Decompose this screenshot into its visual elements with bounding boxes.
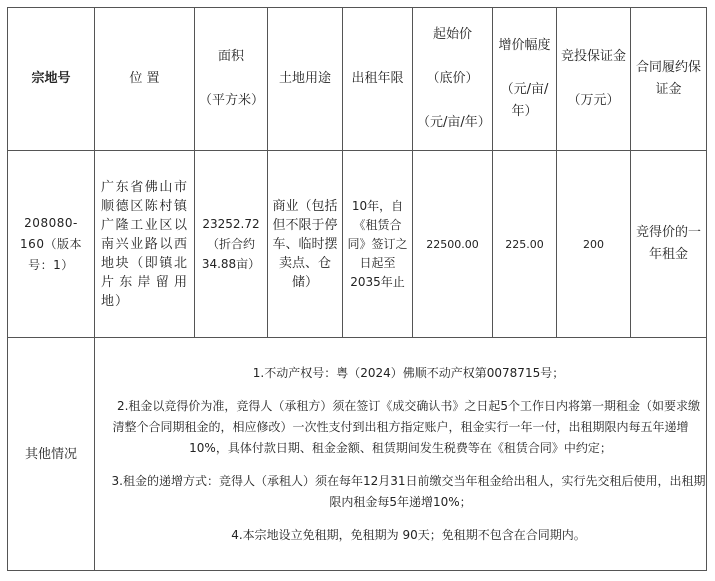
lot-no-value: 208080-160（版本号：1） [20, 215, 82, 272]
note-item: 3.租金的递增方式：竞得人（承租人）须在每年12月31日前缴交当年租金给出租人，实行先交租后使用，出租期限内租金每5年递增10%； [111, 473, 706, 509]
header-start-price-text: 起始价 （底价） （元/亩/年） [417, 27, 491, 130]
header-start-price [413, 8, 493, 151]
note-item: 4.本宗地设立免租期，免租期为 90天；免租期不包含在合同期内。 [231, 527, 586, 542]
header-location: 位 置 [95, 8, 195, 151]
cell-deposit [557, 151, 631, 338]
area-value: 23252.72（折合约34.88亩） [201, 217, 261, 271]
cell-land-use [268, 151, 343, 338]
header-lot-no: 宗地号 [8, 8, 95, 151]
header-deposit [557, 8, 631, 151]
location-value: 广东省佛山市顺德区陈村镇广隆工业区以南兴业路以西地块（即镇北片东岸留用地） [101, 179, 188, 309]
other-info-label [8, 338, 95, 571]
note-item: 2.租金以竞得价为准，竞得人（承租方）须在签订《成交确认书》之日起5个工作日内将第一期租金（如要求缴清整个合同期租金的，相应修改）一次性支付到出租方指定账户，租金实行一年一付，出租期限内每五年递增10%，具体付款日期、租金金额、租赁期间发生税费等在《租赁合同》中约定； [112, 398, 701, 455]
other-info-row [8, 338, 707, 571]
cell-lot-no [8, 151, 95, 338]
cell-location [95, 151, 195, 338]
note-item: 1.不动产权号：粤（2024）佛顺不动产权第0078715号； [252, 365, 565, 380]
header-row [8, 8, 707, 151]
increment-value: 225.00 [505, 237, 544, 251]
header-land-use: 土地用途 [268, 8, 343, 151]
header-contract-deposit-text: 合同履约保证金 [635, 60, 701, 97]
header-lease-term: 出租年限 [343, 8, 413, 151]
header-increment-text: 增价幅度 （元/亩/年） [498, 38, 551, 119]
cell-lease-term [343, 151, 413, 338]
land-use-value: 商业（包括但不限于停车、临时摆卖点、仓储） [272, 198, 338, 290]
header-area-text: 面积 （平方米） [199, 49, 265, 108]
cell-start-price [413, 151, 493, 338]
land-lease-table [7, 7, 707, 571]
deposit-value: 200 [583, 237, 604, 251]
cell-increment [493, 151, 557, 338]
cell-contract-deposit [631, 151, 707, 338]
contract-deposit-value: 竞得价的一年租金 [635, 225, 701, 262]
start-price-value: 22500.00 [426, 237, 479, 251]
header-increment [493, 8, 557, 151]
header-deposit-text: 竞投保证金 （万元） [561, 49, 627, 108]
other-info-notes [95, 338, 707, 571]
lease-term-value: 10年，自《租赁合同》签订之日起至2035年止 [347, 198, 408, 289]
header-contract-deposit [631, 8, 707, 151]
other-info-label-text: 其他情况 [24, 446, 77, 462]
cell-area [195, 151, 268, 338]
header-area [195, 8, 268, 151]
table-row [8, 151, 707, 338]
